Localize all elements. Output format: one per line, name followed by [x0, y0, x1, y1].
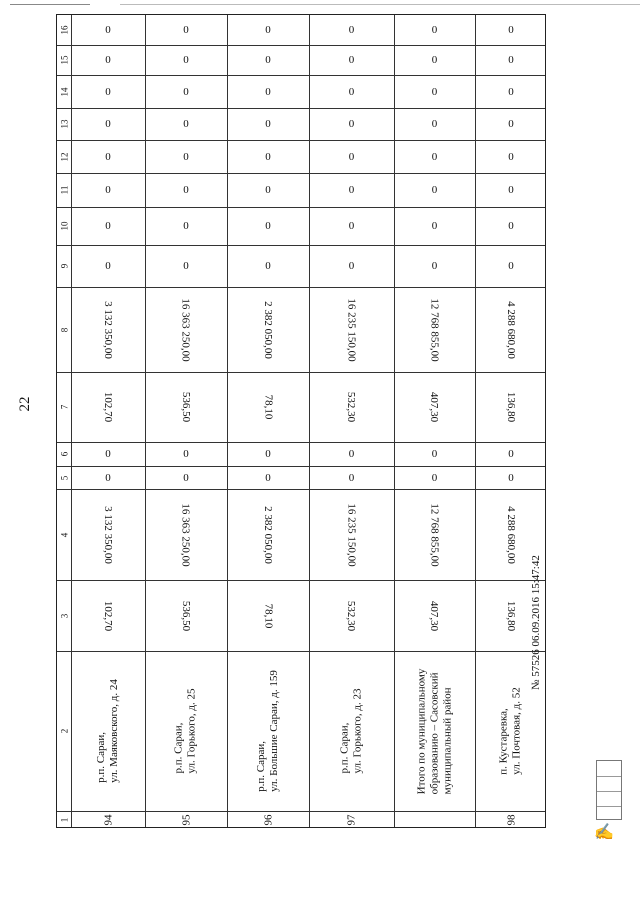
- column-header-number: 15: [59, 55, 69, 65]
- value-cell-col-9: [145, 245, 227, 287]
- value-cell-col-8: [309, 287, 394, 372]
- value-cell-col-7: [309, 372, 394, 442]
- value-cell-col-16: [394, 15, 475, 45]
- value-cell-col-13: [145, 108, 227, 140]
- seal-stamp: [596, 760, 622, 820]
- cell-value: 0: [348, 220, 355, 232]
- cell-value: 0: [265, 260, 271, 272]
- cell-value: 12 768 855,00: [428, 297, 441, 362]
- cell-value: 0: [508, 85, 514, 98]
- cell-value: 532,30: [345, 391, 358, 423]
- cell-value: 536,50: [180, 391, 192, 423]
- column-header: [57, 580, 71, 651]
- cell-value: 0: [348, 24, 355, 36]
- cell-value: 0: [183, 24, 189, 36]
- top-rule: [10, 4, 90, 5]
- cell-value: 532,30: [345, 600, 358, 631]
- address-line: ул. Большие Сараи, д. 159: [268, 670, 281, 792]
- column-header: [57, 287, 71, 372]
- cell-value: 4 288 680,00: [505, 300, 517, 359]
- address-line: ул. Маяковского, д. 24: [108, 679, 120, 783]
- cell-value: 78,10: [262, 603, 274, 628]
- address-cell: [394, 651, 475, 811]
- cell-value: 0: [431, 54, 438, 66]
- cell-value: 0: [508, 260, 514, 272]
- cell-value: 0: [431, 220, 438, 232]
- value-cell-col-6: [71, 442, 145, 466]
- column-header-number: 16: [59, 25, 69, 35]
- value-cell-col-5: [394, 466, 475, 489]
- value-cell-col-16: [475, 15, 547, 45]
- address-line: р.п. Сараи,: [338, 722, 351, 774]
- value-cell-col-5: [309, 466, 394, 489]
- row-number: [394, 811, 475, 829]
- value-cell-col-8: [475, 287, 547, 372]
- cell-value: 0: [348, 184, 355, 196]
- address-line: ул. Горького, д. 23: [351, 688, 364, 774]
- cell-value: 0: [105, 448, 111, 460]
- cell-value: 0: [508, 184, 514, 196]
- value-cell-col-3: [309, 580, 394, 651]
- address-line: р.п. Сараи,: [95, 731, 107, 783]
- value-cell-col-15: [145, 45, 227, 75]
- value-cell-col-16: [227, 15, 309, 45]
- address-line: образованию – Сасовский: [428, 671, 440, 794]
- column-header-number: 9: [59, 263, 69, 269]
- value-cell-col-11: [227, 173, 309, 207]
- cell-value: 0: [183, 85, 189, 98]
- column-header: [57, 173, 71, 207]
- cell-value: 0: [348, 118, 355, 130]
- address-cell: [145, 651, 227, 811]
- value-cell-col-11: [475, 173, 547, 207]
- cell-value: 0: [105, 54, 111, 66]
- cell-value: 0: [348, 85, 355, 98]
- value-cell-col-4: [394, 489, 475, 580]
- column-header: [57, 372, 71, 442]
- row-number-text: 98: [505, 814, 517, 826]
- cell-value: 0: [265, 24, 271, 36]
- address-line: р.п. Сараи,: [173, 722, 186, 774]
- top-rule-2: [120, 4, 640, 5]
- cell-value: 3 132 350,00: [102, 505, 114, 564]
- value-cell-col-8: [227, 287, 309, 372]
- value-cell-col-5: [145, 466, 227, 489]
- value-cell-col-13: [309, 108, 394, 140]
- value-cell-col-9: [394, 245, 475, 287]
- cell-value: 0: [105, 24, 111, 36]
- value-cell-col-4: [145, 489, 227, 580]
- cell-value: 0: [508, 24, 514, 36]
- cell-value: 0: [265, 184, 271, 196]
- cell-value: 0: [183, 54, 189, 66]
- address-line: ул. Почтовая, д. 52: [511, 687, 524, 775]
- cell-value: 0: [265, 448, 271, 460]
- value-cell-col-6: [475, 442, 547, 466]
- cell-value: 0: [508, 471, 514, 484]
- value-cell-col-13: [71, 108, 145, 140]
- value-cell-col-5: [71, 466, 145, 489]
- row-number: [145, 811, 227, 829]
- cell-value: 0: [183, 220, 189, 232]
- cell-value: 12 768 855,00: [428, 502, 441, 567]
- value-cell-col-16: [309, 15, 394, 45]
- column-header-number: 12: [59, 152, 69, 161]
- column-header: [57, 207, 71, 245]
- value-cell-col-15: [309, 45, 394, 75]
- cell-value: 16 235 150,00: [345, 297, 358, 362]
- column-header-number: 1: [59, 817, 69, 823]
- address-line: Итого по муниципальному: [415, 668, 427, 794]
- value-cell-col-11: [309, 173, 394, 207]
- value-cell-col-3: [71, 580, 145, 651]
- cell-value: 0: [508, 220, 514, 232]
- column-header: [57, 108, 71, 140]
- cell-value: 0: [183, 184, 189, 196]
- value-cell-col-11: [71, 173, 145, 207]
- value-cell-col-14: [394, 75, 475, 108]
- value-cell-col-4: [227, 489, 309, 580]
- row-number: [227, 811, 309, 829]
- value-cell-col-10: [309, 207, 394, 245]
- value-cell-col-12: [309, 140, 394, 173]
- cell-value: 0: [265, 471, 271, 484]
- cell-value: 407,30: [428, 600, 441, 631]
- row-number: [309, 811, 394, 829]
- cell-value: 0: [265, 150, 271, 163]
- cell-value: 0: [183, 260, 189, 272]
- value-cell-col-11: [394, 173, 475, 207]
- cell-value: 3 132 350,00: [102, 300, 114, 359]
- column-header-number: 3: [59, 613, 69, 618]
- value-cell-col-6: [145, 442, 227, 466]
- value-cell-col-14: [227, 75, 309, 108]
- address-cell: [71, 651, 145, 811]
- column-header: [57, 442, 71, 466]
- value-cell-col-10: [394, 207, 475, 245]
- value-cell-col-16: [71, 15, 145, 45]
- value-cell-col-12: [475, 140, 547, 173]
- value-cell-col-7: [71, 372, 145, 442]
- cell-value: 0: [431, 118, 438, 130]
- cell-value: 0: [431, 150, 438, 163]
- value-cell-col-5: [475, 466, 547, 489]
- value-cell-col-3: [394, 580, 475, 651]
- column-header-number: 4: [59, 532, 69, 537]
- cell-value: 0: [105, 118, 111, 130]
- value-cell-col-12: [145, 140, 227, 173]
- value-cell-col-14: [145, 75, 227, 108]
- cell-value: 0: [265, 85, 271, 98]
- value-cell-col-6: [227, 442, 309, 466]
- cell-value: 0: [508, 448, 514, 460]
- value-cell-col-7: [394, 372, 475, 442]
- value-cell-col-9: [227, 245, 309, 287]
- value-cell-col-8: [394, 287, 475, 372]
- registration-stamp: № 57526 06.09.2016 15:47:42: [530, 555, 542, 690]
- cell-value: 0: [265, 118, 271, 130]
- address-line: п. Кустаревка,: [498, 708, 511, 775]
- value-cell-col-13: [227, 108, 309, 140]
- address-text: [415, 668, 454, 794]
- value-cell-col-10: [227, 207, 309, 245]
- column-header: [57, 75, 71, 108]
- value-cell-col-9: [309, 245, 394, 287]
- value-cell-col-7: [475, 372, 547, 442]
- column-header: [57, 140, 71, 173]
- cell-value: 0: [431, 85, 438, 98]
- cell-value: 0: [183, 448, 189, 460]
- cell-value: 0: [431, 24, 438, 36]
- cell-value: 0: [348, 260, 355, 272]
- value-cell-col-12: [227, 140, 309, 173]
- column-header-number: 7: [59, 404, 69, 410]
- value-cell-col-9: [71, 245, 145, 287]
- value-cell-col-5: [227, 466, 309, 489]
- column-header: [57, 45, 71, 75]
- value-cell-col-12: [394, 140, 475, 173]
- cell-value: 0: [105, 85, 111, 98]
- value-cell-col-3: [145, 580, 227, 651]
- column-header-number: 6: [59, 451, 69, 457]
- value-cell-col-8: [145, 287, 227, 372]
- value-cell-col-3: [227, 580, 309, 651]
- column-header: [57, 15, 71, 45]
- column-header-number: 13: [59, 119, 69, 129]
- value-cell-col-15: [475, 45, 547, 75]
- row-number-text: 95: [180, 814, 192, 826]
- cell-value: 0: [105, 150, 111, 163]
- column-header-number: 11: [58, 185, 69, 195]
- value-cell-col-10: [145, 207, 227, 245]
- cell-value: 0: [431, 448, 438, 460]
- column-header: [57, 811, 71, 829]
- address-cell: [227, 651, 309, 811]
- cell-value: 0: [105, 471, 111, 484]
- value-cell-col-10: [475, 207, 547, 245]
- cell-value: 78,10: [262, 394, 274, 420]
- column-header: [57, 245, 71, 287]
- cell-value: 0: [348, 471, 355, 484]
- value-cell-col-15: [394, 45, 475, 75]
- address-text: [498, 687, 524, 774]
- value-cell-col-4: [71, 489, 145, 580]
- address-text: [95, 679, 121, 783]
- address-text: [339, 688, 365, 773]
- value-cell-col-13: [394, 108, 475, 140]
- cell-value: 0: [348, 54, 355, 66]
- value-cell-col-14: [309, 75, 394, 108]
- cell-value: 0: [348, 448, 355, 460]
- value-cell-col-16: [145, 15, 227, 45]
- cell-value: 0: [431, 471, 438, 484]
- value-cell-col-15: [227, 45, 309, 75]
- value-cell-col-10: [71, 207, 145, 245]
- value-cell-col-15: [71, 45, 145, 75]
- value-cell-col-6: [309, 442, 394, 466]
- cell-value: 0: [508, 54, 514, 66]
- cell-value: 0: [265, 54, 271, 66]
- cell-value: 102,70: [102, 600, 114, 631]
- cell-value: 4 288 680,00: [505, 505, 517, 564]
- cell-value: 0: [183, 118, 189, 130]
- cell-value: 2 382 050,00: [262, 300, 274, 359]
- cell-value: 16 235 150,00: [345, 502, 358, 567]
- address-text: [173, 688, 199, 773]
- row-number: [475, 811, 547, 829]
- value-cell-col-13: [475, 108, 547, 140]
- signature-mark: ✍: [594, 824, 614, 841]
- value-cell-col-14: [71, 75, 145, 108]
- row-number-text: 96: [262, 814, 274, 826]
- row-number: [71, 811, 145, 829]
- value-cell-col-14: [475, 75, 547, 108]
- cell-value: 0: [265, 220, 271, 232]
- cell-value: 0: [105, 220, 111, 232]
- cell-value: 16 363 250,00: [180, 502, 192, 567]
- cell-value: 102,70: [102, 391, 114, 423]
- page-number: 22: [17, 396, 33, 412]
- value-cell-col-8: [71, 287, 145, 372]
- row-number-text: 97: [345, 814, 358, 826]
- column-header-number: 5: [59, 475, 69, 480]
- column-header-number: 14: [59, 87, 69, 96]
- address-text: [255, 670, 281, 792]
- cell-value: 0: [105, 184, 111, 196]
- address-cell: [309, 651, 394, 811]
- cell-value: 16 363 250,00: [180, 297, 192, 362]
- cell-value: 0: [105, 260, 111, 272]
- cell-value: 0: [183, 471, 189, 484]
- address-line: ул. Горького, д. 25: [186, 688, 199, 774]
- cell-value: 0: [508, 150, 514, 163]
- value-cell-col-9: [475, 245, 547, 287]
- column-header: [57, 651, 71, 811]
- cell-value: 2 382 050,00: [262, 505, 274, 564]
- value-cell-col-7: [227, 372, 309, 442]
- column-header-number: 2: [59, 728, 69, 734]
- value-cell-col-11: [145, 173, 227, 207]
- value-cell-col-6: [394, 442, 475, 466]
- value-cell-col-12: [71, 140, 145, 173]
- cell-value: 136,80: [505, 600, 517, 631]
- cell-value: 0: [508, 118, 514, 130]
- column-header: [57, 489, 71, 580]
- cell-value: 536,50: [180, 600, 192, 631]
- cell-value: 0: [183, 150, 189, 163]
- column-header: [57, 466, 71, 489]
- column-header-number: 10: [59, 221, 69, 231]
- value-cell-col-4: [309, 489, 394, 580]
- cell-value: 0: [431, 184, 438, 196]
- address-line: муниципальный район: [441, 686, 453, 794]
- address-line: р.п. Сараи,: [255, 741, 268, 792]
- cell-value: 0: [348, 150, 355, 163]
- column-header-number: 8: [59, 327, 69, 332]
- cell-value: 136,80: [505, 391, 517, 423]
- row-number-text: 94: [102, 814, 114, 826]
- value-cell-col-7: [145, 372, 227, 442]
- cell-value: 0: [431, 260, 438, 272]
- data-table: [56, 14, 546, 828]
- cell-value: 407,30: [428, 391, 441, 423]
